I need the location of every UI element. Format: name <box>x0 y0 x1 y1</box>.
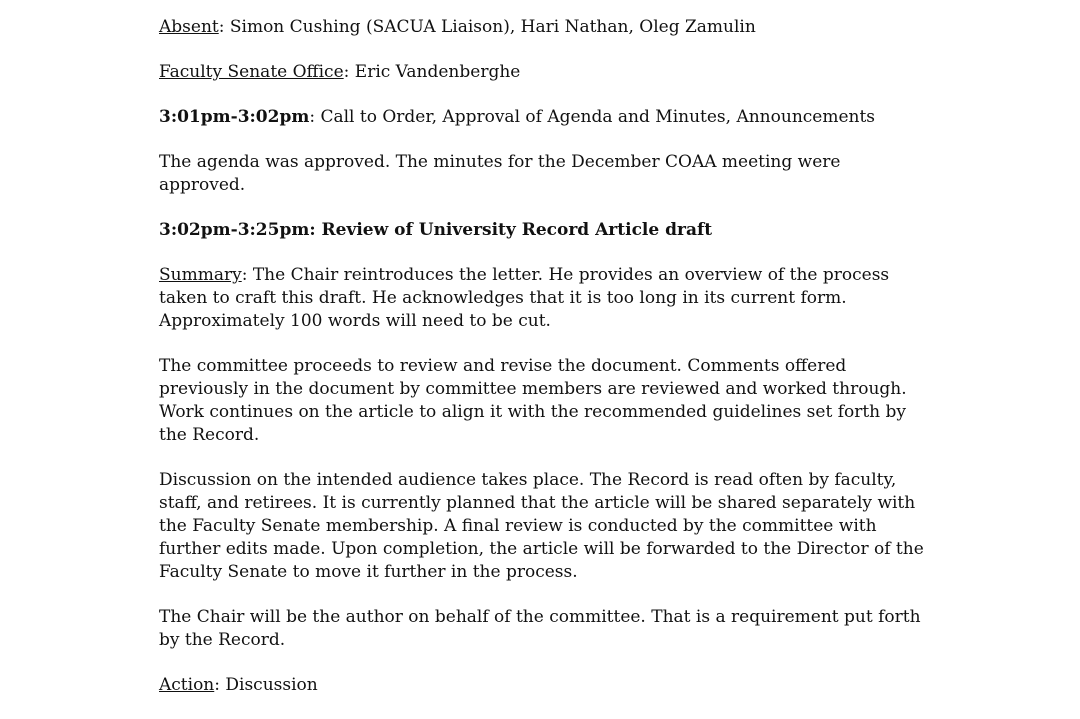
absent-label: Absent <box>159 17 219 37</box>
minutes-content <box>159 16 929 719</box>
action-label: Action <box>159 675 215 695</box>
author-paragraph: The Chair will be the author on behalf of the committee. That is a requirement put forth by the Record. <box>159 607 921 650</box>
summary-label: Summary <box>159 265 242 285</box>
absent-line <box>159 16 929 39</box>
summary-paragraph <box>159 264 929 333</box>
action-text: : Discussion <box>214 675 318 695</box>
action-line <box>159 674 929 697</box>
absent-names: : Simon Cushing (SACUA Liaison), Hari Nathan, Oleg Zamulin <box>218 17 756 37</box>
faculty-senate-office-line <box>159 61 929 84</box>
faculty-senate-office-label: Faculty Senate Office <box>159 62 344 82</box>
summary-text: : The Chair reintroduces the letter. He provides an overview of the process taken to craft this draft. He acknowledges that it is too long in its current form. Approximately 100 words will need to be cut. <box>159 265 890 331</box>
agenda-item-1-title: : Call to Order, Approval of Agenda and Minutes, Announcements <box>309 107 876 127</box>
faculty-senate-office-names: : Eric Vandenberghe <box>343 62 521 82</box>
agenda-item-2-heading: 3:02pm-3:25pm: Review of University Record Article draft <box>159 220 713 240</box>
agenda-item-1-body: The agenda was approved. The minutes for the December COAA meeting were approved. <box>159 152 841 195</box>
agenda-item-1-time: 3:01pm-3:02pm <box>159 107 310 127</box>
review-paragraph: The committee proceeds to review and revise the document. Comments offered previously in the document by committee members are reviewed and worked through. Work continues on the article to align it with the recommended guidelines set forth by the Record. <box>159 356 907 445</box>
agenda-item-1-heading <box>159 106 929 129</box>
discussion-paragraph: Discussion on the intended audience takes place. The Record is read often by faculty, staff, and retirees. It is currently planned that the article will be shared separately with the Faculty Senate membership. A final review is conducted by the committee with further edits made. Upon completion, the article will be forwarded to the Director of the Faculty Senate to move it further in the process. <box>159 470 924 582</box>
